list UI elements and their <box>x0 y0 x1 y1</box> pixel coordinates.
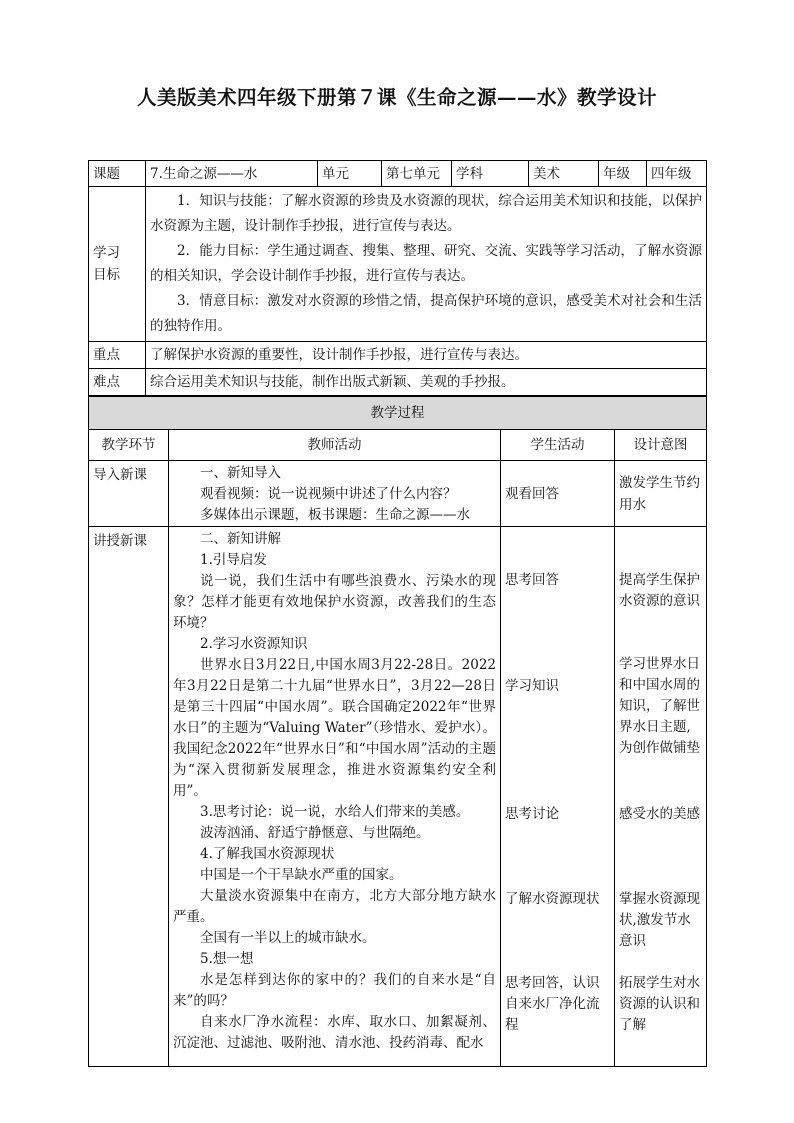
intro-teacher <box>169 461 501 527</box>
topic-label: 课题 <box>89 161 146 187</box>
document-title: 人美版美术四年级下册第７课《生命之源——水》教学设计 <box>136 86 657 109</box>
s5-body-1: 水是怎样到达你的家中的？我们的自来水是“自来”的吗？ <box>173 972 496 1009</box>
col-stage-header: 教学环节 <box>89 430 169 461</box>
new-intent <box>615 527 707 1067</box>
difficulty-label: 难点 <box>89 369 146 396</box>
s2-intent: 学习世界水日和中国水周的知识，了解世界水日主题,为创作做铺垫 <box>619 656 700 756</box>
s4-body-2: 大量淡水资源集中在南方，北方大部分地方缺水严重。 <box>173 888 496 925</box>
goals-label-line1: 学习 <box>93 245 120 261</box>
col-teacher-header: 教师活动 <box>169 430 501 461</box>
goals-label-line2: 目标 <box>93 267 120 283</box>
s4-intent: 掌握水资源现状,激发节水意识 <box>619 891 700 949</box>
goal-ability: 2．能力目标：学生通过调查、搜集、整理、研究、交流、实践等学习活动，了解水资源的相关知识，学会设计制作手抄报，进行宣传与表达。 <box>150 243 702 284</box>
s3-intent: 感受水的美感 <box>619 806 700 822</box>
intro-heading: 一、新知导入 <box>200 465 281 481</box>
new-student <box>501 527 615 1067</box>
s1-title: 1.引导启发 <box>200 552 267 568</box>
new-stage <box>89 527 169 1067</box>
s5-intent: 拓展学生对水资源的认识和了解 <box>619 975 700 1033</box>
s2-body: 世界水日3月22日,中国水周3月22-28日。2022年3月22日是第二十九届“世界水日”，3月22—28日是第三十四届“中国水周”。联合国确定2022年“世界水日”的主题为“Valuing Water”（珍惜水、爱护水）。我国纪念2022年“世界水日”和“中国水周”活动的主题为“深入贯彻新发展理念，推进水资源集约安全利用”。 <box>173 657 496 799</box>
intro-stage <box>89 461 169 527</box>
grade-label: 年级 <box>599 161 647 187</box>
process-table <box>88 396 707 1067</box>
s2-student: 学习知识 <box>505 678 559 694</box>
goal-emotion: 3．情意目标：激发对水资源的珍惜之情，提高保护环境的意识，感受美术对社会和生活的独特作用。 <box>150 293 702 334</box>
s1-intent: 提高学生保护水资源的意识 <box>619 572 700 609</box>
intro-stage-text: 导入新课 <box>93 467 147 483</box>
s4-student: 了解水资源现状 <box>505 891 600 907</box>
s3-title: 3.思考讨论：说一说，水给人们带来的美感。 <box>200 804 470 820</box>
intro-video: 观看视频：说一说视频中讲述了什么内容？ <box>200 486 457 502</box>
s1-student: 思考回答 <box>505 572 559 588</box>
key-point-label: 重点 <box>89 342 146 369</box>
s5-title: 5.想一想 <box>200 951 254 967</box>
new-stage-text: 讲授新课 <box>93 533 147 549</box>
key-point-value: 了解保护水资源的重要性，设计制作手抄报，进行宣传与表达。 <box>146 342 707 369</box>
s1-body: 说一说，我们生活中有哪些浪费水、污染水的现象？怎样才能更有效地保护水资源，改善我们的生态环境？ <box>173 573 496 631</box>
process-header: 教学过程 <box>89 397 707 430</box>
grade-value: 四年级 <box>647 161 707 187</box>
s4-body-3: 全国有一半以上的城市缺水。 <box>200 930 376 946</box>
unit-value: 第七单元 <box>382 161 452 187</box>
difficulty-value: 综合运用美术知识与技能，制作出版式新颖、美观的手抄报。 <box>146 369 707 396</box>
subject-value: 美术 <box>529 161 599 187</box>
col-intent-header: 设计意图 <box>615 430 707 461</box>
info-table <box>88 160 707 396</box>
s3-body: 波涛汹涌、舒适宁静惬意、与世隔绝。 <box>200 825 430 841</box>
goals-content <box>146 187 707 342</box>
intro-student: 观看回答 <box>501 461 615 527</box>
goal-knowledge: 1．知识与技能：了解水资源的珍贵及水资源的现状，综合运用美术知识和技能，以保护水资源为主题，设计制作手抄报，进行宣传与表达。 <box>150 193 702 234</box>
unit-label: 单元 <box>318 161 382 187</box>
subject-label: 学科 <box>452 161 529 187</box>
s3-student: 思考讨论 <box>505 806 559 822</box>
s2-title: 2.学习水资源知识 <box>200 636 308 652</box>
topic-value: 7.生命之源——水 <box>146 161 318 187</box>
goals-label <box>89 187 146 342</box>
col-student-header: 学生活动 <box>501 430 615 461</box>
s5-student: 思考回答，认识自来水厂净化流程 <box>505 975 600 1033</box>
s4-body-1: 中国是一个干旱缺水严重的国家。 <box>200 867 403 883</box>
new-teacher <box>169 527 501 1067</box>
intro-intent: 激发学生节约用水 <box>615 461 707 527</box>
intro-topic: 多媒体出示课题，板书课题：生命之源——水 <box>200 507 470 523</box>
s4-title: 4.了解我国水资源现状 <box>200 846 335 862</box>
new-heading: 二、新知讲解 <box>200 531 281 547</box>
s5-body-2: 自来水厂净水流程：水库、取水口、加絮凝剂、沉淀池、过滤池、吸附池、清水池、投药消毒、配水 <box>173 1014 496 1051</box>
